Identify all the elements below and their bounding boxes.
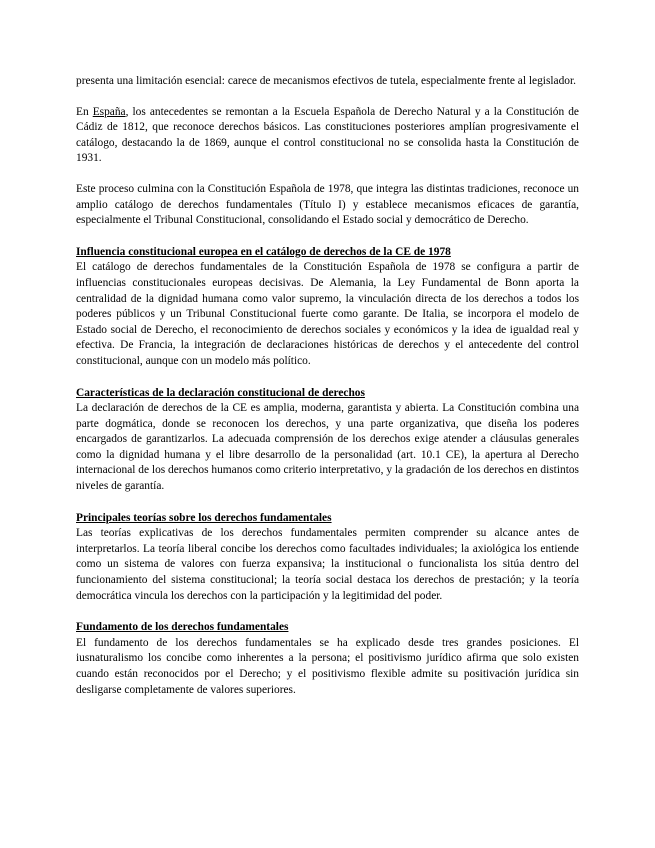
- paragraph-spain-text: , los antecedentes se remontan a la Escuela Española de Derecho Natural y a la Constitución de Cádiz de 1812, que reconoce derechos básicos. Las constituciones posteriores amplían progresivamente el catálogo, destacando la de 1869, aunque el control constitucional no se consolida hasta la Constitución de 1931.: [76, 105, 579, 165]
- spain-link[interactable]: España: [92, 105, 126, 118]
- paragraph-ce-1978: Este proceso culmina con la Constitución Española de 1978, que integra las distintas tradiciones, reconoce un amplio catálogo de derechos fundamentales (Título I) y establece mecanismos eficaces de garantía, especialmente el Tribunal Constitucional, consolidando el Estado social y democrático de Derecho.: [76, 182, 579, 227]
- section-body-european-influence: El catálogo de derechos fundamentales de la Constitución Española de 1978 se configura a partir de influencias constitucionales europeas decisivas. De Alemania, la Ley Fundamental de Bonn aporta la centralidad de la dignidad humana como valor supremo, la vinculación directa de los derechos a todos los poderes públicos y un Tribunal Constitucional fuerte como garante. De Italia, se incorpora el modelo de Estado social de Derecho, el reconocimiento de derechos sociales y económicos y la idea de igualdad real y efectiva. De Francia, la integración de declaraciones históricas de derechos y el antecedente del control constitucional, aunque con un modelo más político.: [76, 261, 579, 367]
- section-heading-theories: Principales teorías sobre los derechos fundamentales: [76, 511, 332, 524]
- paragraph-spain-lead: En: [76, 105, 93, 118]
- paragraph-intro-continuation: presenta una limitación esencial: carece de mecanismos efectivos de tutela, especialmente frente al legislador.: [76, 75, 577, 87]
- section-body-characteristics: La declaración de derechos de la CE es amplia, moderna, garantista y abierta. La Constitución combina una parte dogmática, donde se reconocen los derechos, y una parte organizativa, que diseña los poderes encargados de garantizarlos. La adecuada comprensión de los derechos exige atender a cláusulas generales como la dignidad humana y el libre desarrollo de la personalidad (art. 10.1 CE), la apertura al Derecho internacional de los derechos humanos como criterio interpretativo, y la gradación de los derechos en distintos niveles de garantía.: [76, 402, 579, 493]
- section-body-foundation: El fundamento de los derechos fundamentales se ha explicado desde tres grandes posiciones. El iusnaturalismo los concibe como inherentes a la persona; el positivismo jurídico afirma que solo existen cuando están reconocidos por el Derecho; y el positivismo flexible admite su positivación jurídica sin desligarse completamente de valores superiores.: [76, 636, 579, 696]
- section-body-theories: Las teorías explicativas de los derechos fundamentales permiten comprender su alcance antes de interpretarlos. La teoría liberal concibe los derechos como facultades individuales; la axiológica los entiende como un sistema de valores con fuerza expansiva; la institucional o funcionalista los sitúa dentro del funcionamiento del sistema constitucional; la teoría social destaca los derechos de prestación; y la teoría democrática vincula los derechos con la participación y la legitimidad del poder.: [76, 527, 579, 602]
- section-heading-european-influence: Influencia constitucional europea en el catálogo de derechos de la CE de 1978: [76, 245, 451, 258]
- section-heading-characteristics: Características de la declaración constitucional de derechos: [76, 386, 365, 399]
- paragraph-spain: [76, 105, 579, 167]
- section-heading-foundation: Fundamento de los derechos fundamentales: [76, 621, 289, 634]
